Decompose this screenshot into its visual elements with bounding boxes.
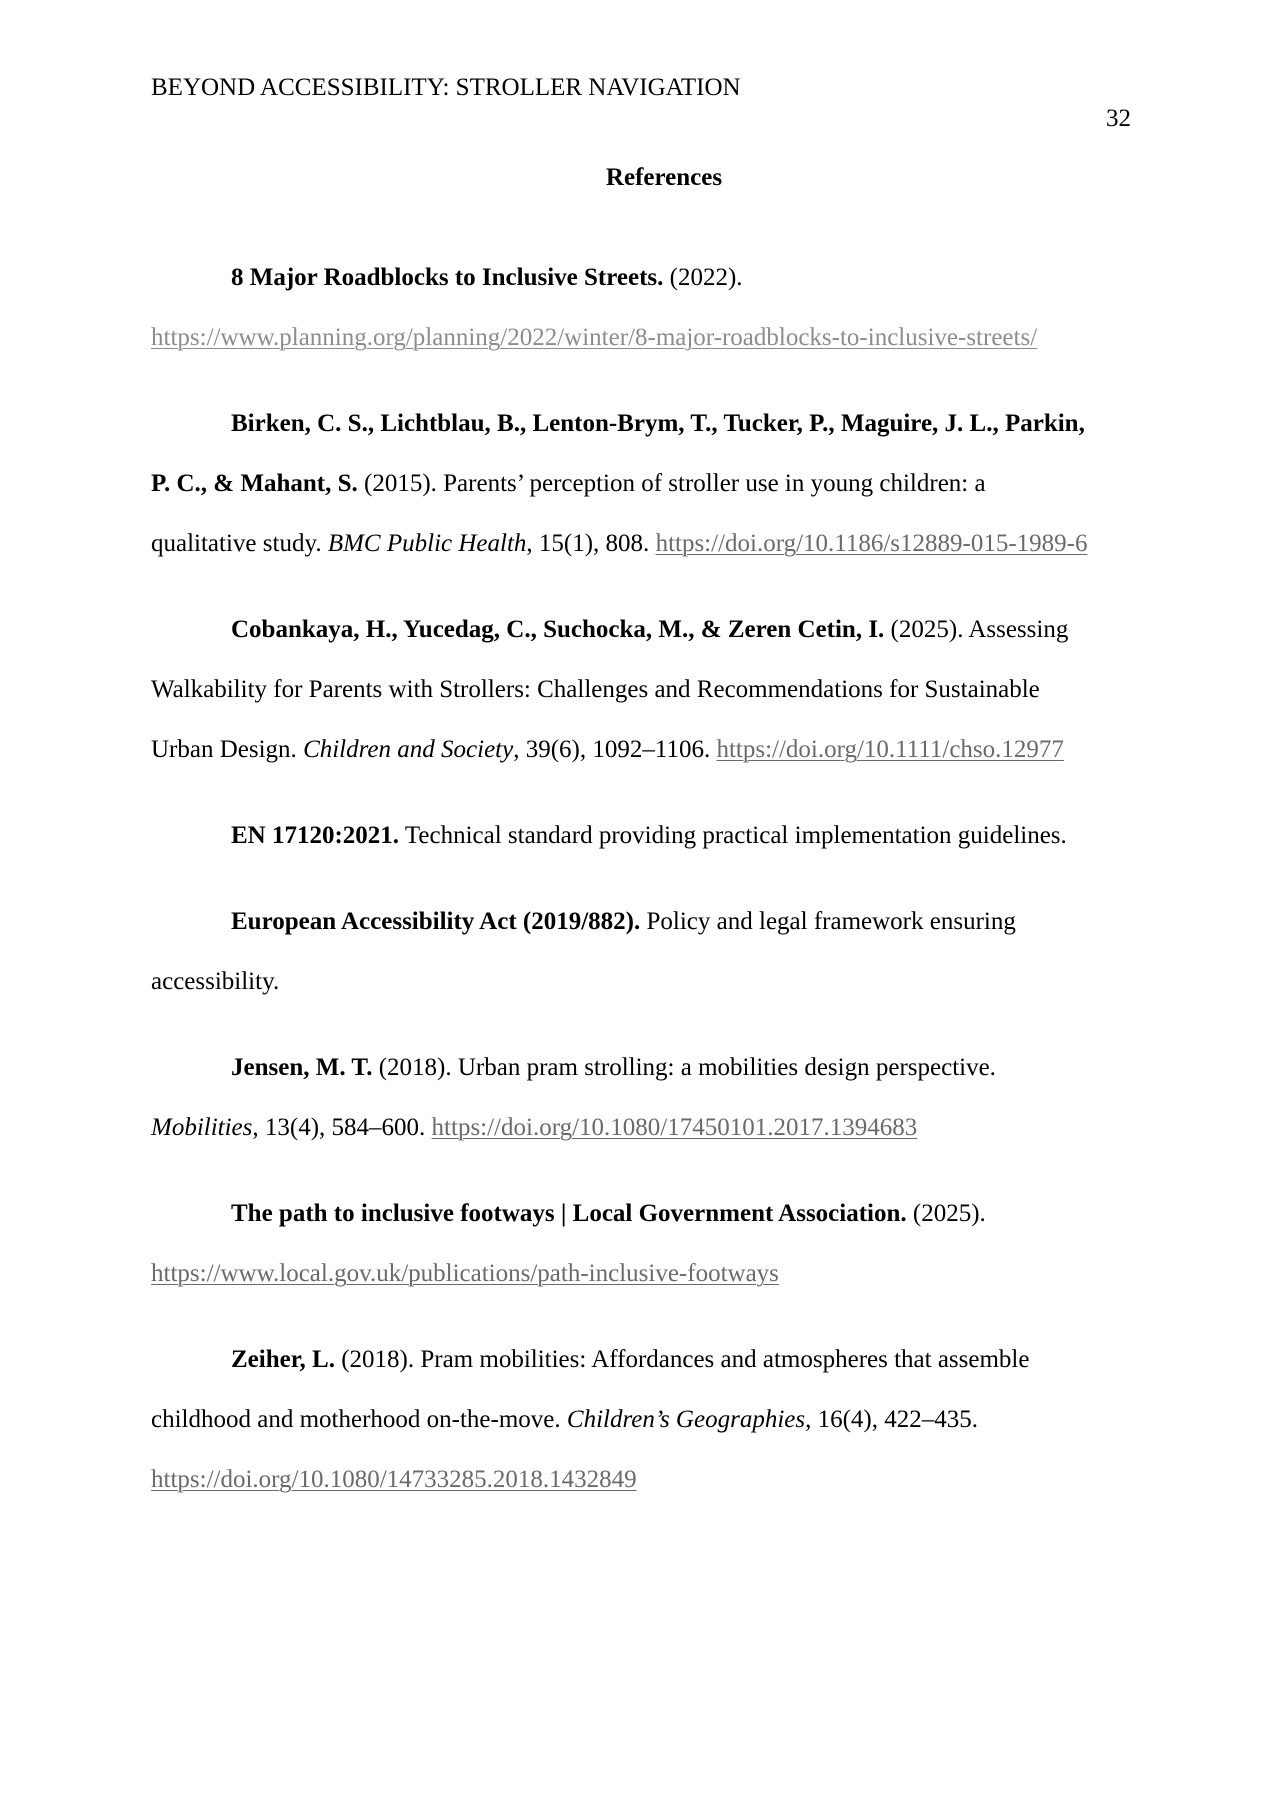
reference-line (151, 660, 1136, 720)
reference-line (151, 308, 1136, 368)
reference-authors: P. C., & Mahant, S. (151, 470, 358, 497)
reference-link[interactable]: https://doi.org/10.1111/chso.12977 (716, 736, 1064, 763)
reference-text: , 16(4), 422–435. (805, 1406, 978, 1433)
reference-authors: Cobankaya, H., Yucedag, C., Suchocka, M., & Zeren Cetin, I. (231, 616, 885, 643)
reference-line (151, 1098, 1136, 1158)
reference-list (151, 248, 1136, 1536)
reference-line (151, 1038, 1136, 1098)
reference-authors: Birken, C. S., Lichtblau, B., Lenton-Brym, T., Tucker, P., Maguire, J. L., Parkin, (231, 410, 1085, 437)
reference-line (151, 720, 1136, 780)
reference-line (151, 394, 1136, 454)
reference-text: (2015). Parents’ perception of stroller use in young children: a (357, 470, 986, 497)
reference-link[interactable]: https://doi.org/10.1080/17450101.2017.1394683 (431, 1114, 918, 1141)
reference-authors: EN 17120:2021. (231, 822, 400, 849)
reference-authors: Jensen, M. T. (231, 1054, 373, 1081)
reference-text: Walkability for Parents with Strollers: Challenges and Recommendations for Sustainable (151, 676, 1040, 703)
reference-text: Technical standard providing practical implementation guidelines. (399, 822, 1067, 849)
reference-text: (2018). Urban pram strolling: a mobilities design perspective. (372, 1054, 996, 1081)
reference-text: childhood and motherhood on-the-move. (151, 1406, 567, 1433)
reference-link[interactable]: https://www.planning.org/planning/2022/winter/8-major-roadblocks-to-inclusive-streets/ (151, 324, 1038, 351)
reference-entry (151, 394, 1136, 574)
reference-text: (2018). Pram mobilities: Affordances and atmospheres that assemble (334, 1346, 1030, 1373)
journal-title: Children and Society (303, 736, 514, 763)
reference-text: , 15(1), 808. (526, 530, 656, 557)
reference-line (151, 952, 1136, 1012)
reference-text: (2025). (906, 1200, 986, 1227)
reference-entry (151, 1038, 1136, 1158)
reference-authors: 8 Major Roadblocks to Inclusive Streets. (231, 264, 664, 291)
reference-line (151, 806, 1136, 866)
reference-entry (151, 806, 1136, 866)
running-head: BEYOND ACCESSIBILITY: STROLLER NAVIGATION (151, 74, 741, 101)
reference-entry (151, 892, 1136, 1012)
reference-link[interactable]: https://www.local.gov.uk/publications/path-inclusive-footways (151, 1260, 779, 1287)
journal-title: Mobilities (151, 1114, 253, 1141)
reference-line (151, 1330, 1136, 1390)
reference-link[interactable]: https://doi.org/10.1080/14733285.2018.1432849 (151, 1466, 637, 1493)
reference-text: (2022). (663, 264, 743, 291)
reference-text: accessibility. (151, 968, 280, 995)
reference-line (151, 514, 1136, 574)
reference-text: (2025). Assessing (884, 616, 1069, 643)
journal-title: BMC Public Health (327, 530, 527, 557)
page-number: 32 (1106, 105, 1131, 132)
reference-line (151, 600, 1136, 660)
reference-line (151, 1450, 1136, 1510)
reference-line (151, 1184, 1136, 1244)
reference-text: qualitative study. (151, 530, 328, 557)
reference-authors: European Accessibility Act (2019/882). (231, 908, 641, 935)
reference-entry (151, 248, 1136, 368)
reference-entry (151, 600, 1136, 780)
reference-text: , 39(6), 1092–1106. (513, 736, 717, 763)
reference-text: Urban Design. (151, 736, 304, 763)
reference-entry (151, 1330, 1136, 1510)
reference-link[interactable]: https://doi.org/10.1186/s12889-015-1989-6 (655, 530, 1088, 557)
reference-line (151, 1244, 1136, 1304)
reference-authors: Zeiher, L. (231, 1346, 335, 1373)
reference-authors: The path to inclusive footways | Local Government Association. (231, 1200, 907, 1227)
reference-text: , 13(4), 584–600. (252, 1114, 432, 1141)
reference-line (151, 1390, 1136, 1450)
reference-line (151, 454, 1136, 514)
references-heading: References (605, 164, 723, 191)
reference-line (151, 248, 1136, 308)
reference-entry (151, 1184, 1136, 1304)
reference-line (151, 892, 1136, 952)
journal-title: Children’s Geographies (566, 1406, 806, 1433)
reference-text: Policy and legal framework ensuring (640, 908, 1016, 935)
